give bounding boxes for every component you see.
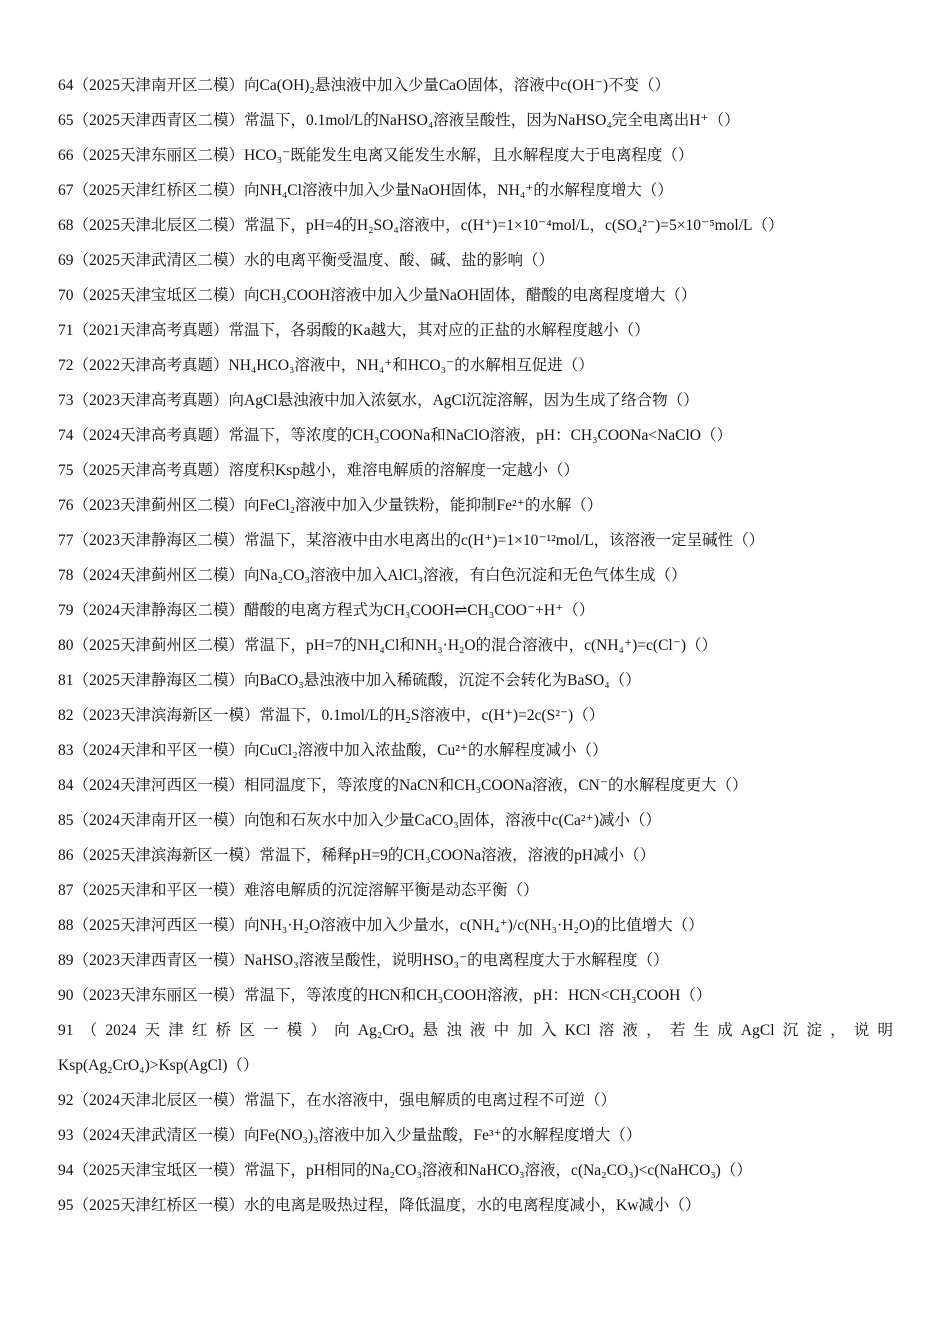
question-item-85: 85（2024天津南开区一模）向饱和石灰水中加入少量CaCO₃固体，溶液中c(Ca²⁺)减小（）	[58, 812, 661, 829]
question-item-64: 64（2025天津南开区二模）向Ca(OH)₂悬浊液中加入少量CaO固体，溶液中c(OH⁻)不变（）	[58, 77, 671, 94]
question-item-77: 77（2023天津静海区二模）常温下，某溶液中由水电离出的c(H⁺)=1×10⁻¹²mol/L，该溶液一定呈碱性（）	[58, 532, 765, 549]
question-list	[58, 68, 893, 1223]
question-item-88: 88（2025天津河西区一模）向NH₃·H₂O溶液中加入少量水，c(NH₄⁺)/c(NH₃·H₂O)的比值增大（）	[58, 917, 704, 934]
question-item-75: 75（2025天津高考真题）溶度积Ksp越小，难溶电解质的溶解度一定越小（）	[58, 462, 579, 479]
question-item-79: 79（2024天津静海区二模）醋酸的电离方程式为CH₃COOH⇌CH₃COO⁻+H⁺（）	[58, 602, 595, 619]
question-item-71: 71（2021天津高考真题）常温下，各弱酸的Ka越大，其对应的正盐的水解程度越小（）	[58, 322, 650, 339]
question-item-66: 66（2025天津东丽区二模）HCO₃⁻既能发生电离又能发生水解，且水解程度大于电离程度（）	[58, 147, 694, 164]
question-item-93: 93（2024天津武清区一模）向Fe(NO₃)₃溶液中加入少量盐酸，Fe³⁺的水解程度增大（）	[58, 1127, 642, 1144]
question-item-76: 76（2023天津蓟州区二模）向FeCl₂溶液中加入少量铁粉，能抑制Fe²⁺的水解（）	[58, 497, 603, 514]
question-item-81: 81（2025天津静海区二模）向BaCO₃悬浊液中加入稀硫酸，沉淀不会转化为BaSO₄（）	[58, 672, 641, 689]
question-item-80: 80（2025天津蓟州区二模）常温下，pH=7的NH₄Cl和NH₃·H₂O的混合溶液中，c(NH₄⁺)=c(Cl⁻)（）	[58, 637, 718, 654]
question-item-83: 83（2024天津和平区一模）向CuCl₂溶液中加入浓盐酸，Cu²⁺的水解程度减小（）	[58, 742, 608, 759]
question-item-67: 67（2025天津红桥区二模）向NH₄Cl溶液中加入少量NaOH固体，NH₄⁺的水解程度增大（）	[58, 182, 673, 199]
question-item-84: 84（2024天津河西区一模）相同温度下，等浓度的NaCN和CH₃COONa溶液，CN⁻的水解程度更大（）	[58, 777, 748, 794]
question-item-70: 70（2025天津宝坻区二模）向CH₃COOH溶液中加入少量NaOH固体，醋酸的电离程度增大（）	[58, 287, 697, 304]
question-item-95: 95（2025天津红桥区一模）水的电离是吸热过程，降低温度，水的电离程度减小，Kw减小（）	[58, 1197, 701, 1214]
question-item-65: 65（2025天津西青区二模）常温下，0.1mol/L的NaHSO₄溶液呈酸性，因为NaHSO₄完全电离出H⁺（）	[58, 112, 740, 129]
question-item-68: 68（2025天津北辰区二模）常温下，pH=4的H₂SO₄溶液中，c(H⁺)=1×10⁻⁴mol/L，c(SO₄²⁻)=5×10⁻⁵mol/L（）	[58, 217, 784, 234]
question-item-91-line-2: Ksp(Ag₂CrO₄)>Ksp(AgCl)（）	[58, 1057, 259, 1074]
question-item-72: 72（2022天津高考真题）NH₄HCO₃溶液中，NH₄⁺和HCO₃⁻的水解相互促进（）	[58, 357, 594, 374]
question-item-73: 73（2023天津高考真题）向AgCl悬浊液中加入浓氨水，AgCl沉淀溶解，因为生成了络合物（）	[58, 392, 699, 409]
question-item-89: 89（2023天津西青区一模）NaHSO₃溶液呈酸性，说明HSO₃⁻的电离程度大于水解程度（）	[58, 952, 669, 969]
question-item-90: 90（2023天津东丽区一模）常温下，等浓度的HCN和CH₃COOH溶液，pH：HCN<CH₃COOH（）	[58, 987, 712, 1004]
question-item-91-line-1: 91（2024天津红桥区一模）向Ag₂CrO₄悬浊液中加入KCl溶液，若生成AgCl沉淀，说明	[58, 1022, 893, 1039]
question-item-94: 94（2025天津宝坻区一模）常温下，pH相同的Na₂CO₃溶液和NaHCO₃溶液，c(Na₂CO₃)<c(NaHCO₃)（）	[58, 1162, 752, 1179]
question-item-78: 78（2024天津蓟州区二模）向Na₂CO₃溶液中加入AlCl₃溶液，有白色沉淀和无色气体生成（）	[58, 567, 687, 584]
question-item-86: 86（2025天津滨海新区一模）常温下，稀释pH=9的CH₃COONa溶液，溶液的pH减小（）	[58, 847, 656, 864]
question-item-69: 69（2025天津武清区二模）水的电离平衡受温度、酸、碱、盐的影响（）	[58, 252, 555, 269]
question-item-82: 82（2023天津滨海新区一模）常温下，0.1mol/L的H₂S溶液中，c(H⁺)=2c(S²⁻)（）	[58, 707, 605, 724]
question-item-92: 92（2024天津北辰区一模）常温下，在水溶液中，强电解质的电离过程不可逆（）	[58, 1092, 617, 1109]
question-item-74: 74（2024天津高考真题）常温下，等浓度的CH₃COONa和NaClO溶液，pH：CH₃COONa<NaClO（）	[58, 427, 732, 444]
question-item-91	[58, 1013, 893, 1083]
question-item-87: 87（2025天津和平区一模）难溶电解质的沉淀溶解平衡是动态平衡（）	[58, 882, 539, 899]
